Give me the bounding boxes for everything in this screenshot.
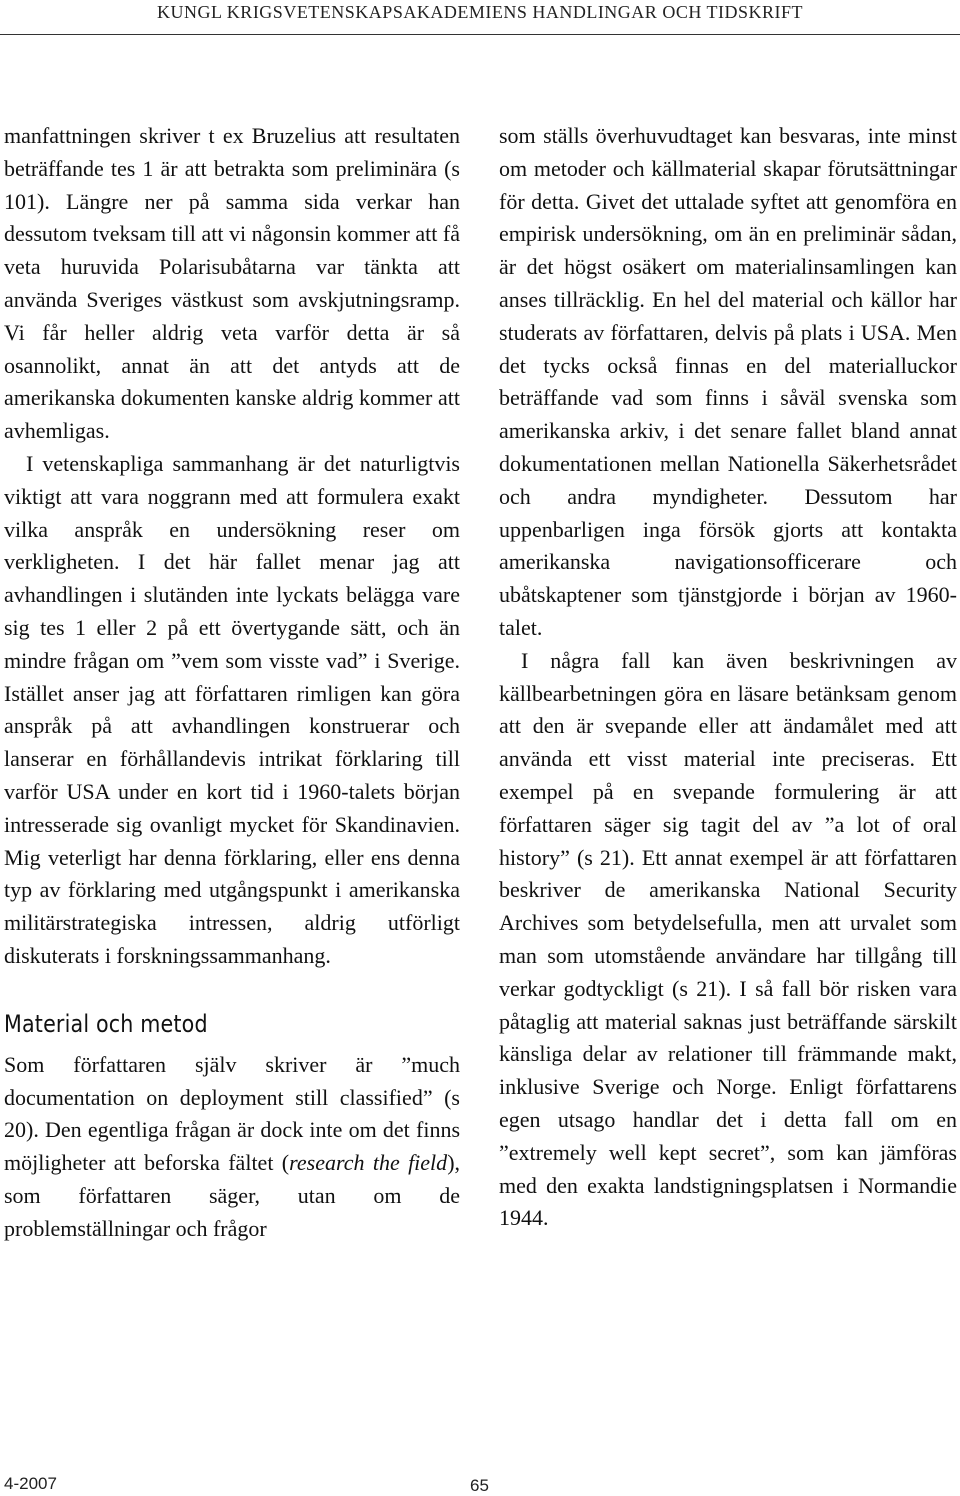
header-rule <box>0 34 960 35</box>
journal-title: KUNGL KRIGSVETENSKAPSAKADEMIENS HANDLINGAR OCH TIDSKRIFT <box>156 2 803 22</box>
paragraph-3-text-a: Som författaren själv skriver är ”much documentation on deployment still classified” (s 20). Den egentliga frågan är dock inte om det finns möjligheter att beforska fältet ( <box>4 1051 460 1176</box>
paragraph-3-text-b: ), som författaren säger, utan om de problemställningar och frågor <box>4 1150 461 1241</box>
left-paragraph-2: I vetenskapliga sammanhang är det naturligtvis viktigt att vara noggrann med att formulera exakt vilka anspråk en undersökning reser om verkligheten. I det här fallet menar jag att avhandlingen i slutänden inte lyckats belägga vare sig tes 1 eller 2 på ett övertygande sätt, och än mindre frågan om ”vem som visste vad” i Sverige. Istället anser jag att författaren rimligen kan göra anspråk på att avhandlingen konstruerar och lanserar en förhållandevis intrikat förklaring till varför USA under en kort tid i 1960-talets början intresserade sig ovanligt mycket för Skandinavien. Mig veterligt har denna förklaring, eller ens denna typ av förklaring med utgångspunkt i amerikanska militärstrategiska intressen, aldrig utförligt diskuterats i forskningssammanhang. <box>4 450 460 968</box>
right-column <box>499 120 957 1235</box>
left-column <box>4 120 460 1246</box>
left-paragraph-1: manfattningen skriver t ex Bruzelius att resultaten beträffande tes 1 är att betrakta som preliminära (s 101). Längre ner på samma sida verkar han dessutom tveksam till att vi någonsin kommer att få veta huruvida Polarisubåtarna var tänkta att använda Sveriges västkust som avskjutningsramp. Vi får heller aldrig veta varför detta är så osannolikt, annat än att det antyds att de amerikanska dokumenten kanske aldrig kommer att avhemligas. <box>4 123 460 444</box>
right-paragraph-1: som ställs överhuvudtaget kan besvaras, inte minst om metoder och källmaterial skapar förutsättningar för detta. Givet det uttalade syftet att genomföra en empirisk undersökning, om än en preliminär sådan, är det högst osäkert om materialinsamlingen kan anses tillräcklig. En hel del material och källor har studerats av författaren, delvis på plats i USA. Men det tycks också finnas en del materialluckor beträffande vad som finns i såväl svenska som amerikanska arkiv, i det senare fallet bland annat dokumentationen mellan Nationella Säkerhetsrådet och andra myndigheter. Dessutom har uppenbarligen inga försök gjorts att kontakta amerikanska navigationsofficerare och ubåtskaptener som tjänstgjorde i början av 1960-talet. <box>499 123 957 640</box>
running-header <box>0 0 960 34</box>
footer-issue: 4-2007 <box>4 1474 57 1493</box>
right-paragraph-2: I några fall kan även beskrivningen av källbearbetningen göra en läsare betänksam genom att den är svepande eller att ändamålet med att använda ett visst material inte preciseras. Ett exempel på en svepande formulering är att författaren säger sig tagit del av ”a lot of oral history” (s 21). Ett annat exempel är att författaren beskriver de amerikanska National Security Archives som betydelsefulla, men att urvalet som man som utomstående användare har tillgång till verkar godtyckligt (s 21). I så fall bör risken vara påtaglig att material saknas just beträffande särskilt känsliga delar av relationer till främmande makt, inklusive Sverige och Norge. Enligt författarens egen utsago handlar det i detta fall om en ”extremely well kept secret”, som kan jämföras med den exakta landstigningsplatsen i Normandie 1944. <box>499 647 957 1231</box>
paragraph-3-italic: research the field <box>289 1150 448 1176</box>
footer-page-number: 65 <box>470 1476 489 1495</box>
section-heading: Material och metod <box>4 1009 208 1038</box>
left-paragraph-3 <box>4 1049 460 1246</box>
